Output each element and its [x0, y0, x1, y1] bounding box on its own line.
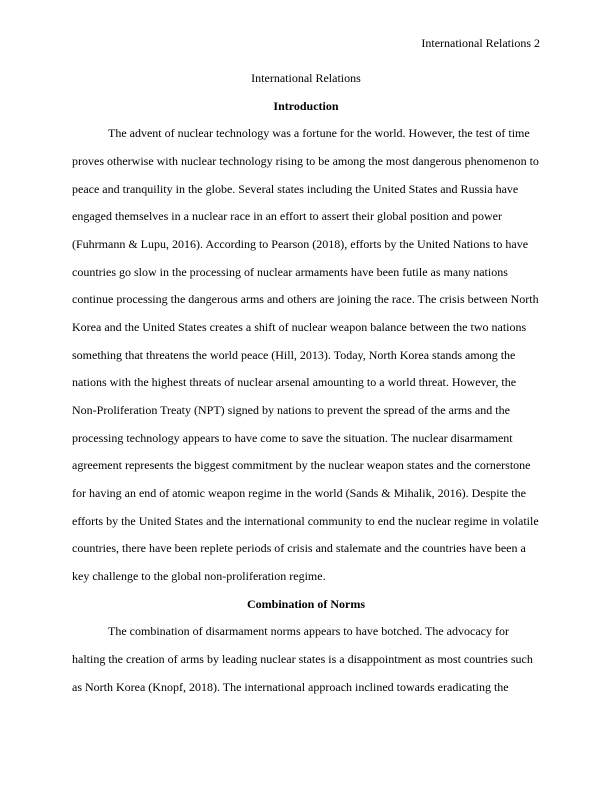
paragraph-line: countries, there have been replete periods of crisis and stalemate and the countries have been a [72, 541, 526, 555]
paragraph-line: Korea and the United States creates a shift of nuclear weapon balance between the two nations [72, 320, 527, 334]
running-head: International Relations 2 [421, 36, 540, 50]
section-heading-introduction: Introduction [273, 99, 339, 113]
paragraph-line: The combination of disarmament norms appears to have botched. The advocacy for [108, 624, 509, 638]
paragraph-line: countries go slow in the processing of nuclear armaments have been futile as many nations [72, 265, 508, 279]
paragraph-line: peace and tranquility in the globe. Several states including the United States and Russia have [72, 182, 519, 196]
paragraph-line: proves otherwise with nuclear technology rising to be among the most dangerous phenomenon to [72, 154, 539, 168]
paragraph-line: efforts by the United States and the international community to end the nuclear regime in volatile [72, 514, 539, 528]
paragraph-line: halting the creation of arms by leading nuclear states is a disappointment as most countries such [72, 652, 533, 666]
paragraph-line: continue processing the dangerous arms and others are joining the race. The crisis between North [72, 292, 539, 306]
paragraph-line: The advent of nuclear technology was a fortune for the world. However, the test of time [108, 126, 530, 140]
paragraph-line: (Fuhrmann & Lupu, 2016). According to Pearson (2018), efforts by the United Nations to have [72, 237, 529, 251]
paragraph-line: key challenge to the global non-proliferation regime. [72, 569, 326, 583]
paragraph-line: processing technology appears to have come to save the situation. The nuclear disarmament [72, 431, 513, 445]
paragraph-line: nations with the highest threats of nuclear arsenal amounting to a world threat. However, the [72, 375, 517, 389]
section-heading-combination-of-norms: Combination of Norms [246, 597, 365, 611]
paragraph-line: engaged themselves in a nuclear race in an effort to assert their global position and power [72, 209, 502, 223]
paragraph-line: something that threatens the world peace (Hill, 2013). Today, North Korea stands among the [72, 348, 516, 362]
paragraph-line: as North Korea (Knopf, 2018). The international approach inclined towards eradicating the [72, 680, 509, 694]
paragraph-line: Non-Proliferation Treaty (NPT) signed by nations to prevent the spread of the arms and the [72, 403, 510, 417]
document-title: International Relations [251, 71, 361, 85]
paragraph-line: agreement represents the biggest commitment by the nuclear weapon states and the cornerstone [72, 458, 531, 472]
paragraph-line: for having an end of atomic weapon regime in the world (Sands & Mihalik, 2016). Despite the [72, 486, 526, 500]
